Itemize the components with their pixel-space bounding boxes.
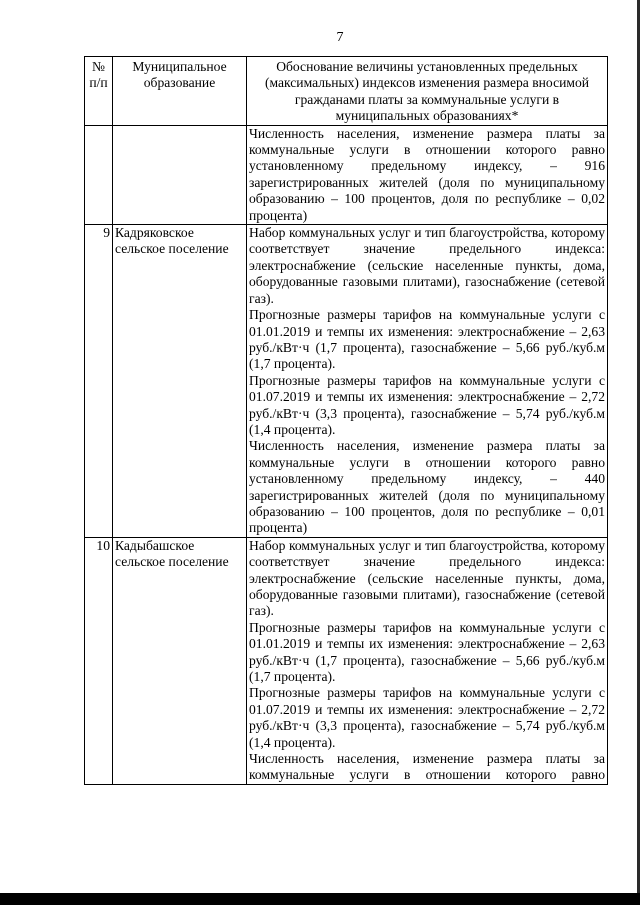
row-num: 9 xyxy=(85,225,113,538)
row-justification xyxy=(247,125,608,224)
row-municipality xyxy=(113,125,247,224)
paragraph: Прогнозные размеры тарифов на коммунальные услуги с 01.07.2019 и темпы их изменения: электроснабжение – 2,72 руб./кВт·ч (3,3 процента), газоснабжение – 5,74 руб./куб.м (1,4 процента). xyxy=(249,372,605,437)
paragraph: Численность населения, изменение размера платы за коммунальные услуги в отношении которого равно установленному предельному индексу, – 916 зарегистрированных жителей (доля по муниципальному образованию – 100 процентов, доля по республике – 0,02 процента) xyxy=(249,125,605,223)
page-number: 7 xyxy=(336,30,344,45)
paragraph: Численность населения, изменение размера платы за коммунальные услуги в отношении которого равно установленному предельному индексу, – 440 зарегистрированных жителей (доля по муниципальному образованию – 100 процентов, доля по республике – 0,01 процента) xyxy=(249,438,605,536)
paragraph: Прогнозные размеры тарифов на коммунальные услуги с 01.07.2019 и темпы их изменения: электроснабжение – 2,72 руб./кВт·ч (3,3 процента), газоснабжение – 5,74 руб./куб.м (1,4 процента). xyxy=(249,685,605,750)
row-justification xyxy=(247,537,608,784)
tariff-index-table xyxy=(84,56,608,785)
paragraph: Прогнозные размеры тарифов на коммунальные услуги с 01.01.2019 и темпы их изменения: электроснабжение – 2,63 руб./кВт·ч (1,7 процента), газоснабжение – 5,66 руб./куб.м (1,7 процента). xyxy=(249,307,605,372)
row-municipality: Кадыбашское сельское поселение xyxy=(113,537,247,784)
table-row xyxy=(85,537,608,784)
paragraph: Набор коммунальных услуг и тип благоустройства, которому соответствует значение предельного индекса: электроснабжение (сельские населенные пункты, дома, оборудованные газовыми плитами), газоснабжение (сетевой газ). xyxy=(249,537,605,619)
table-row xyxy=(85,225,608,538)
scan-edge-bottom xyxy=(0,893,640,905)
row-num: 10 xyxy=(85,537,113,784)
header-justification: Обоснование величины установленных предельных (максимальных) индексов изменения размера вносимой гражданами платы за коммунальные услуги в муниципальных образованиях* xyxy=(247,57,608,126)
paragraph: Прогнозные размеры тарифов на коммунальные услуги с 01.01.2019 и темпы их изменения: электроснабжение – 2,63 руб./кВт·ч (1,7 процента), газоснабжение – 5,66 руб./куб.м (1,7 процента). xyxy=(249,619,605,685)
paragraph: Набор коммунальных услуг и тип благоустройства, которому соответствует значение предельного индекса: электроснабжение (сельские населенные пункты, дома, оборудованные газовыми плитами), газоснабжение (сетевой газ). xyxy=(249,225,605,306)
paragraph: Численность населения, изменение размера платы за коммунальные услуги в отношении которого равно xyxy=(249,751,605,783)
row-municipality: Кадряковское сельское поселение xyxy=(113,225,247,538)
row-num xyxy=(85,125,113,224)
table-header-row xyxy=(85,57,608,126)
table-row xyxy=(85,125,608,224)
header-num: № п/п xyxy=(85,57,113,126)
header-municipality: Муниципальное образование xyxy=(113,57,247,126)
row-justification xyxy=(247,225,608,538)
